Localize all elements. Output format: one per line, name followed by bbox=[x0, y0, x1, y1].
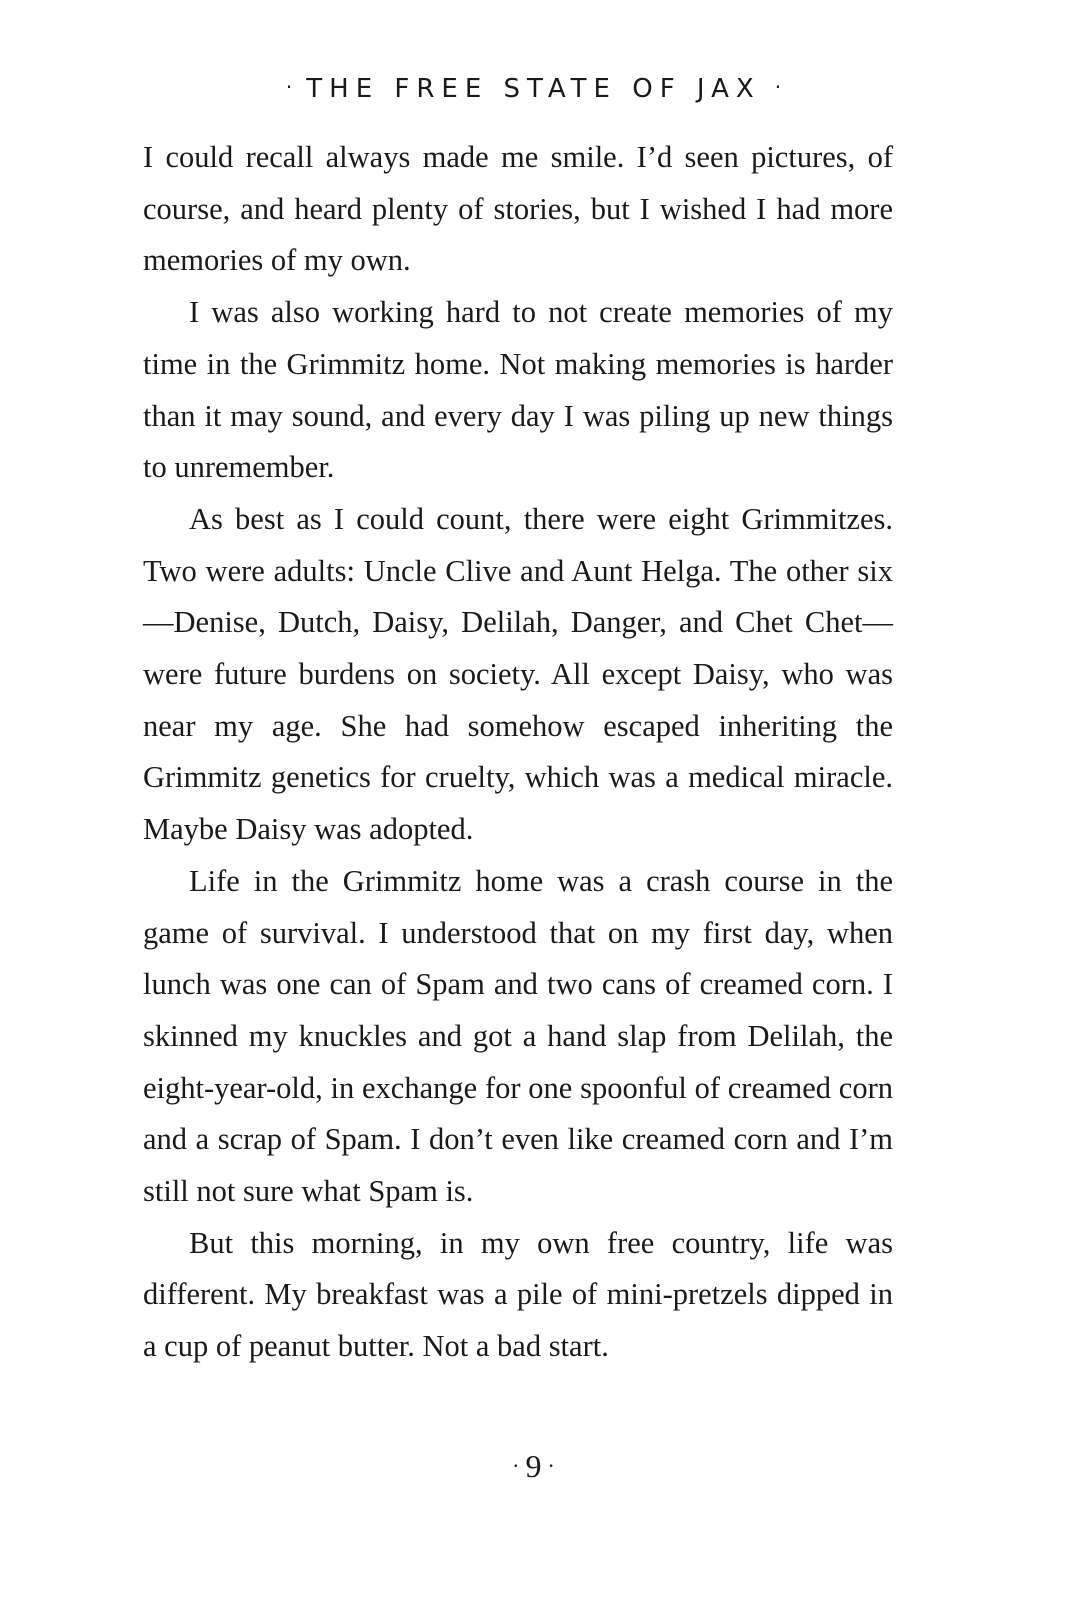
paragraph-3: As best as I could count, there were eight Grimmitzes. Two were adults: Uncle Clive and Aunt Helga. The other six—Denise, Dutch, Daisy, Delilah, Danger, and Chet Chet—were future burdens on society. All except Daisy, who was near my age. She had somehow escaped inheriting the Grimmitz genetics for cruelty, which was a medical miracle. Maybe Daisy was adopted. bbox=[143, 501, 893, 847]
paragraph-5: But this morning, in my own free country, life was different. My breakfast was a pile of mini-pretzels dipped in a cup of peanut butter. Not a bad start. bbox=[143, 1225, 893, 1364]
header-separator-left: · bbox=[285, 75, 293, 99]
running-head bbox=[0, 74, 1067, 104]
paragraph-1: I could recall always made me smile. I’d seen pictures, of course, and heard plenty of stories, but I wished I had more memories of my own. bbox=[143, 140, 893, 278]
page-number: 9 bbox=[525, 1448, 542, 1484]
header-separator-right: · bbox=[774, 75, 782, 99]
body-text bbox=[143, 132, 893, 1373]
folio-separator-left: · bbox=[512, 1453, 520, 1478]
page-folio bbox=[0, 1448, 1067, 1485]
running-head-title: THE FREE STATE OF JAX bbox=[306, 74, 761, 104]
paragraph-2: I was also working hard to not create memories of my time in the Grimmitz home. Not making memories is harder than it may sound, and every day I was piling up new things to unremember. bbox=[143, 295, 893, 485]
paragraph-4: Life in the Grimmitz home was a crash course in the game of survival. I understood that on my first day, when lunch was one can of Spam and two cans of creamed corn. I skinned my knuckles and got a hand slap from Delilah, the eight-year-old, in exchange for one spoonful of creamed corn and a scrap of Spam. I don’t even like creamed corn and I’m still not sure what Spam is. bbox=[143, 863, 893, 1209]
folio-separator-right: · bbox=[547, 1453, 555, 1478]
